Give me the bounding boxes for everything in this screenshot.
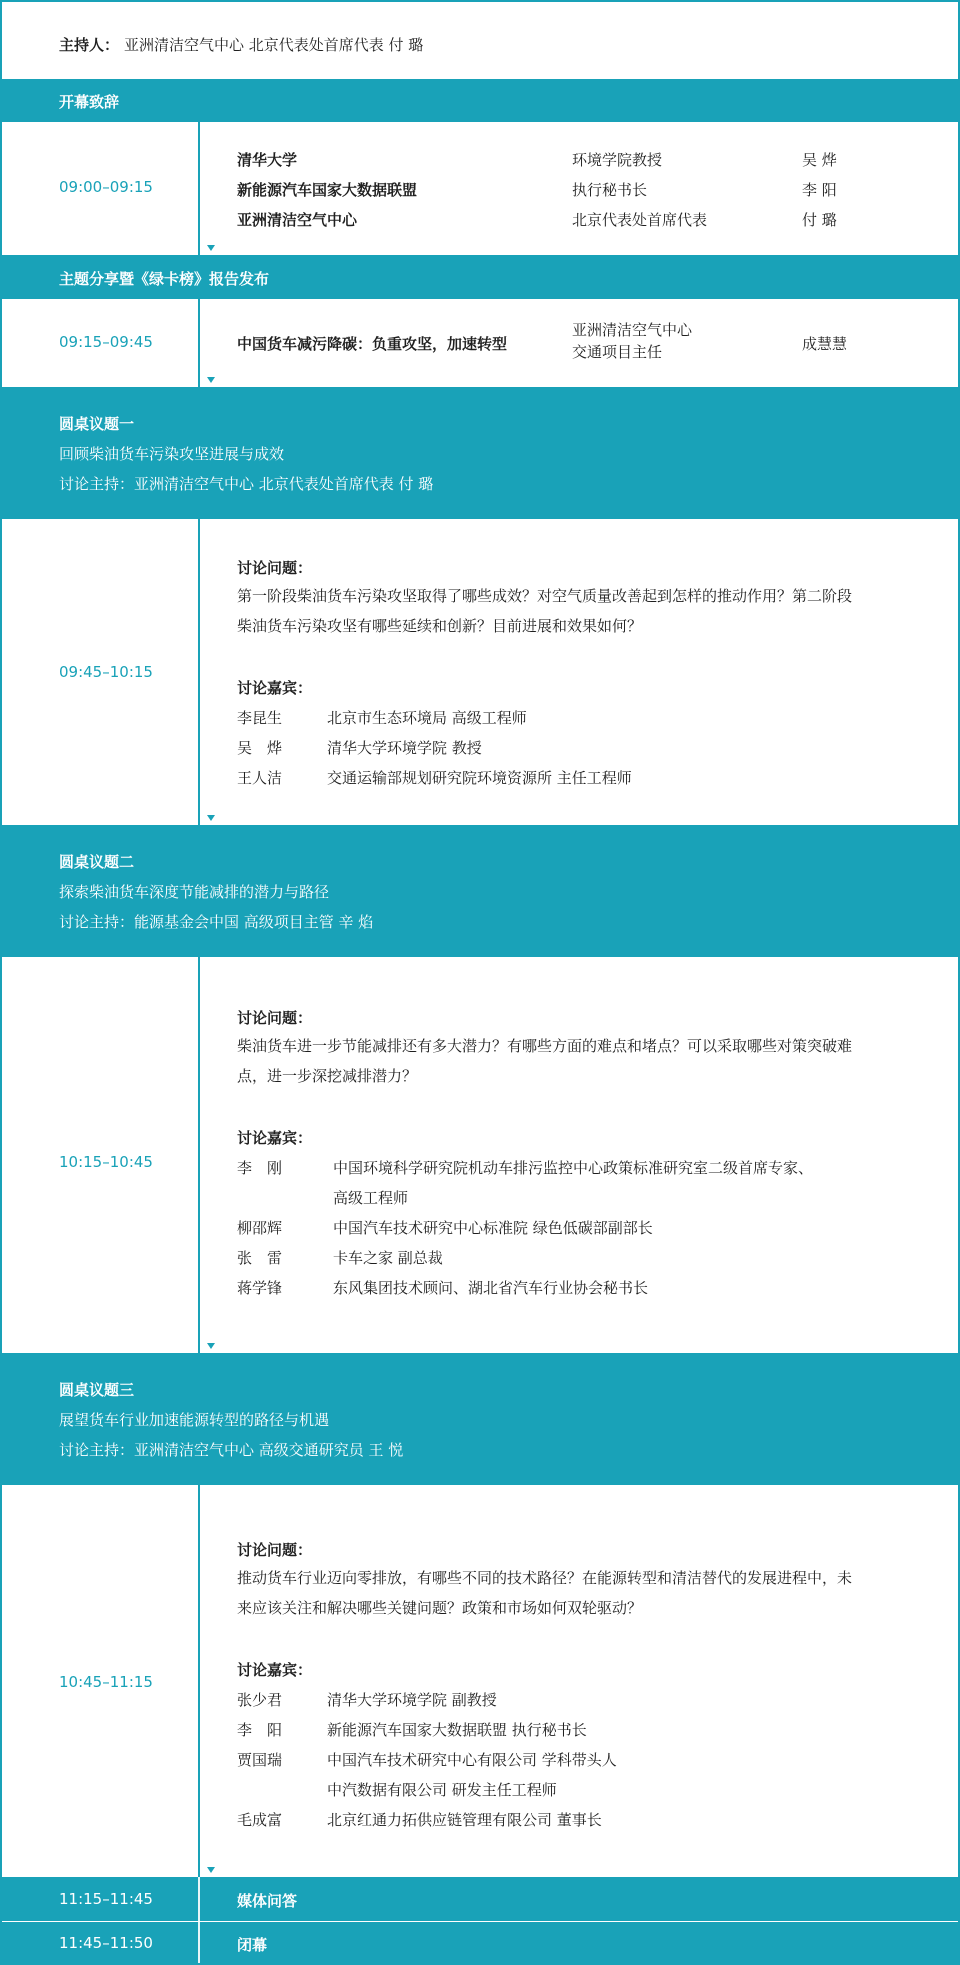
roundtable3-time: 10:45–11:15 — [59, 1673, 153, 1691]
guest-name: 柳邵辉 — [237, 1219, 283, 1237]
host-value: 亚洲清洁空气中心 北京代表处首席代表 付 璐 — [124, 36, 424, 54]
guest-name: 李 刚 — [237, 1159, 283, 1177]
divider — [198, 1485, 200, 1877]
guest-desc: 卡车之家 副总裁 — [333, 1249, 443, 1267]
keynote-role-line2: 交通项目主任 — [572, 343, 663, 361]
divider — [198, 299, 200, 387]
roundtable1-moderator: 讨论主持：亚洲清洁空气中心 北京代表处首席代表 付 璐 — [59, 475, 434, 493]
keynote-name: 成慧慧 — [802, 335, 848, 353]
speaker-role: 环境学院教授 — [572, 151, 663, 169]
arrow-down-icon — [207, 815, 215, 821]
guests-label: 讨论嘉宾： — [237, 1129, 313, 1147]
divider — [198, 1922, 200, 1965]
opening-band — [2, 79, 958, 122]
guest-desc: 新能源汽车国家大数据联盟 执行秘书长 — [327, 1721, 587, 1739]
roundtable2-title: 圆桌议题二 — [59, 853, 135, 871]
roundtable1-band — [2, 387, 958, 519]
closing-label: 闭幕 — [237, 1936, 268, 1954]
guest-name: 王人洁 — [237, 769, 283, 787]
question-text: 推动货车行业迈向零排放，有哪些不同的技术路径？在能源转型和清洁替代的发展进程中，未来应该关注和解决哪些关键问题？政策和市场如何双轮驱动？ — [237, 1569, 853, 1617]
roundtable2-subtitle: 探索柴油货车深度节能减排的潜力与路径 — [59, 883, 330, 901]
speaker-name: 付 璐 — [802, 211, 837, 229]
guests-label: 讨论嘉宾： — [237, 679, 313, 697]
guest-desc: 东风集团技术顾问、湖北省汽车行业协会秘书长 — [333, 1279, 649, 1297]
guest-name: 吴 烨 — [237, 739, 283, 757]
keynote-role-line1: 亚洲清洁空气中心 — [572, 321, 693, 339]
guest-desc: 中国环境科学研究院机动车排污监控中心政策标准研究室二级首席专家、 — [333, 1159, 814, 1177]
speaker-role: 北京代表处首席代表 — [572, 211, 708, 229]
media-row — [2, 1877, 958, 1921]
speaker-org: 亚洲清洁空气中心 — [237, 211, 358, 229]
arrow-down-icon — [207, 1343, 215, 1349]
opening-row — [2, 122, 958, 255]
speaker-name: 吴 烨 — [802, 151, 837, 169]
guest-desc: 清华大学环境学院 教授 — [327, 739, 482, 757]
guest-desc: 中国汽车技术研究中心标准院 绿色低碳部副部长 — [333, 1219, 653, 1237]
keynote-title: 主题分享暨《绿卡榜》报告发布 — [59, 270, 270, 288]
roundtable1-row — [2, 519, 958, 825]
roundtable3-moderator: 讨论主持：亚洲清洁空气中心 高级交通研究员 王 悦 — [59, 1441, 404, 1459]
guest-desc: 北京市生态环境局 高级工程师 — [327, 709, 527, 727]
roundtable2-row — [2, 957, 958, 1353]
media-label: 媒体问答 — [237, 1892, 298, 1910]
guest-desc-cont: 中汽数据有限公司 研发主任工程师 — [327, 1781, 557, 1799]
keynote-band — [2, 255, 958, 299]
roundtable3-title: 圆桌议题三 — [59, 1381, 135, 1399]
guest-desc-cont: 高级工程师 — [333, 1189, 409, 1207]
divider — [198, 957, 200, 1353]
closing-time: 11:45–11:50 — [59, 1934, 153, 1952]
guest-name: 李昆生 — [237, 709, 283, 727]
roundtable3-band — [2, 1353, 958, 1485]
roundtable1-time: 09:45–10:15 — [59, 663, 153, 681]
speaker-name: 李 阳 — [802, 181, 837, 199]
speaker-role: 执行秘书长 — [572, 181, 648, 199]
guest-desc: 北京红通力拓供应链管理有限公司 董事长 — [327, 1811, 602, 1829]
roundtable3-subtitle: 展望货车行业加速能源转型的路径与机遇 — [59, 1411, 330, 1429]
host-label: 主持人： — [59, 36, 120, 54]
roundtable2-time: 10:15–10:45 — [59, 1153, 153, 1171]
guest-desc: 中国汽车技术研究中心有限公司 学科带头人 — [327, 1751, 617, 1769]
guest-desc: 清华大学环境学院 副教授 — [327, 1691, 497, 1709]
guests-label: 讨论嘉宾： — [237, 1661, 313, 1679]
roundtable1-subtitle: 回顾柴油货车污染攻坚进展与成效 — [59, 445, 285, 463]
keynote-row — [2, 299, 958, 387]
arrow-down-icon — [207, 245, 215, 251]
guest-name: 蒋学锋 — [237, 1279, 283, 1297]
roundtable1-title: 圆桌议题一 — [59, 415, 135, 433]
closing-row — [2, 1922, 958, 1965]
guest-name: 贾国瑞 — [237, 1751, 283, 1769]
divider — [198, 1877, 200, 1921]
question-text: 柴油货车进一步节能减排还有多大潜力？有哪些方面的难点和堵点？可以采取哪些对策突破难点，进一步深挖减排潜力？ — [237, 1037, 853, 1085]
guest-name: 毛成富 — [237, 1811, 283, 1829]
divider — [198, 519, 200, 825]
roundtable2-moderator: 讨论主持：能源基金会中国 高级项目主管 辛 焰 — [59, 913, 374, 931]
guest-desc: 交通运输部规划研究院环境资源所 主任工程师 — [327, 769, 632, 787]
guest-name: 李 阳 — [237, 1721, 283, 1739]
roundtable3-row — [2, 1485, 958, 1877]
host-row — [2, 2, 958, 79]
arrow-down-icon — [207, 377, 215, 383]
question-label: 讨论问题： — [237, 1009, 313, 1027]
keynote-time: 09:15–09:45 — [59, 333, 153, 351]
arrow-down-icon — [207, 1867, 215, 1873]
speaker-org: 清华大学 — [237, 151, 298, 169]
opening-title: 开幕致辞 — [59, 93, 120, 111]
divider — [198, 122, 200, 255]
guest-name: 张 雷 — [237, 1249, 283, 1267]
keynote-topic: 中国货车减污降碳：负重攻坚，加速转型 — [237, 335, 508, 353]
guest-name: 张少君 — [237, 1691, 283, 1709]
opening-time: 09:00–09:15 — [59, 178, 153, 196]
media-time: 11:15–11:45 — [59, 1890, 153, 1908]
question-label: 讨论问题： — [237, 559, 313, 577]
question-label: 讨论问题： — [237, 1541, 313, 1559]
roundtable2-band — [2, 825, 958, 957]
question-text: 第一阶段柴油货车污染攻坚取得了哪些成效？对空气质量改善起到怎样的推动作用？第二阶段柴油货车污染攻坚有哪些延续和创新？目前进展和效果如何？ — [237, 587, 853, 635]
speaker-org: 新能源汽车国家大数据联盟 — [237, 181, 418, 199]
